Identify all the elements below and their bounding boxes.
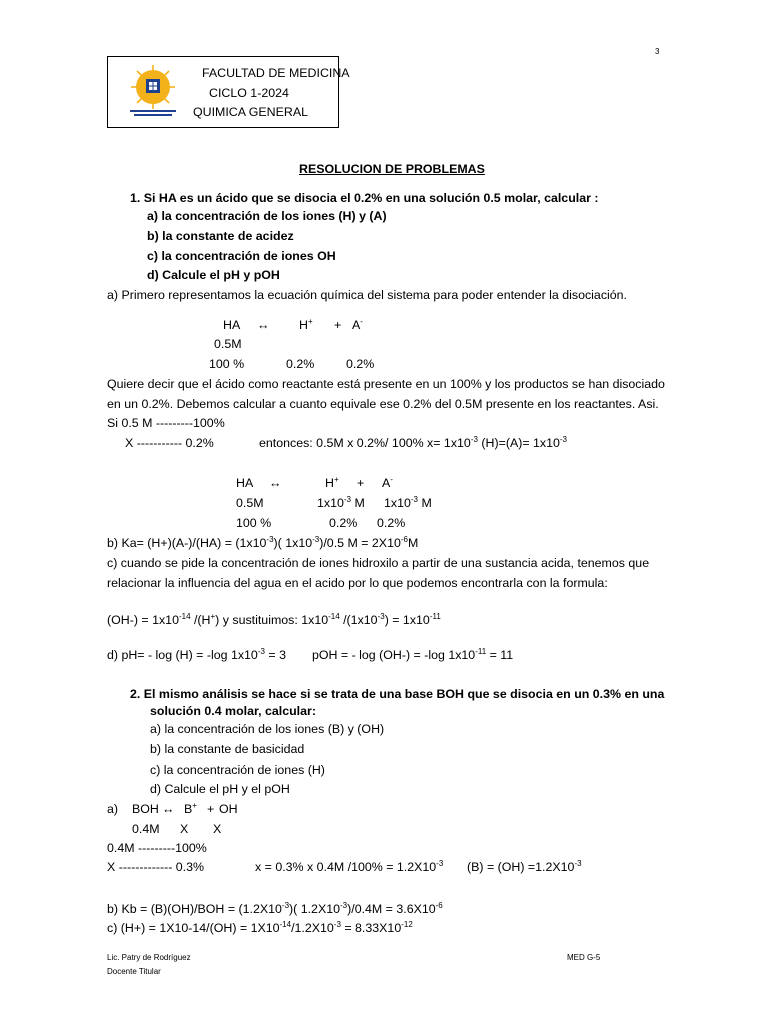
p2-ion-concentrations: $(B) = (OH) =1.2X10^{-3}$: [467, 859, 582, 874]
eq2-plus: +: [357, 476, 365, 490]
p2-rule-line-2: X ------------- 0.3%: [107, 860, 205, 874]
eq1-plus: +: [334, 318, 342, 332]
p2-eq-x2: X: [213, 822, 222, 836]
poh-calculation: pOH = - log (OH-) = -log $1x10^{-11} = 11$: [312, 647, 514, 662]
eq2-pct-h: 0.2%: [329, 516, 358, 530]
p2-rule-result: x = 0.3% x 0.4M $/100\% = 1.2X10^{-3}$: [255, 859, 444, 874]
p2-eq-arrow: ↔: [162, 802, 175, 816]
eq1-h-ion: H+: [299, 317, 313, 332]
eq2-a-concentration: $1x10^{-3}$ M: [384, 495, 432, 510]
paragraph-line-1: Quiere decir que el ácido como reactante está presente en un 100% y los productos se han disociado: [107, 377, 665, 391]
problem-2-question-line-1: 2. El mismo análisis se hace si se trata de una base BOH que se disocia en un 0.3% en una: [130, 687, 665, 701]
footer-code: MED G-5: [567, 953, 601, 962]
p2-eq-concentration: 0.4M: [132, 822, 160, 836]
problem-2-question-line-2: solución 0.4 molar, calcular:: [150, 704, 316, 718]
p2-eq-plus: +: [207, 802, 215, 816]
problem-1-item-c: c) la concentración de iones OH: [147, 249, 336, 263]
university-logo-icon: [124, 63, 182, 121]
kb-calculation: b) $Kb = (B)(OH)/BOH = (1.2X10^{-3})$( $1.2X10^{-3})/0.4M = 3.6X10^{-6}$: [107, 901, 443, 916]
p2-rule-line-1: 0.4M ---------100%: [107, 841, 207, 855]
eq2-percent: 100 %: [236, 516, 272, 530]
eq2-ha: HA: [236, 476, 254, 490]
eq1-pct-h: 0.2%: [286, 357, 315, 371]
eq2-a-ion: A-: [382, 475, 393, 490]
h-calculation: c) $(H+) = 1X10-14/(OH) = 1X10^{-14}/1.2X10^{-3} = 8.33X10^{-12}$: [107, 920, 413, 935]
eq1-ha: HA: [223, 318, 241, 332]
part-c-line-2: relacionar la influencia del agua en el acido por lo que podemos encontrarla con la formula:: [107, 576, 608, 590]
problem-1-question: 1. Si HA es un ácido que se disocia el 0.2% en una solución 0.5 molar, calcular :: [130, 191, 599, 205]
footer-author: Lic. Patry de Rodríguez: [107, 953, 191, 962]
cycle: CICLO 1-2024: [209, 86, 289, 100]
p2-eq-oh: OH: [219, 802, 238, 816]
problem-1-item-d: d) Calcule el pH y pOH: [147, 268, 280, 282]
problem-1-intro: a) Primero representamos la ecuación química del sistema para poder entender la disociación.: [107, 288, 627, 302]
course-name: QUIMICA GENERAL: [193, 105, 308, 119]
rule-of-three-line-2: X ----------- 0.2%: [125, 436, 214, 450]
header-box: [107, 56, 350, 128]
eq2-concentration: 0.5M: [236, 496, 264, 510]
eq1-percent: 100 %: [209, 357, 245, 371]
problem-1-item-b: b) la constante de acidez: [147, 229, 294, 243]
rule-of-three-result: entonces: 0.5M x 0.2%/ 100% $x= 1x10^{-3}$ $(H)=(A)= 1x10^{-3}$: [259, 435, 568, 450]
eq1-pct-a: 0.2%: [346, 357, 375, 371]
eq2-h-concentration: $1x10^{-3}$ M: [317, 495, 365, 510]
ka-calculation: b) $Ka= (H+)(A-)/(HA) = (1x10^{-3})$( $1x10^{-3})/0.5$ $M = 2X10^{-6}M$: [107, 535, 419, 550]
ph-calculation: d) pH= - log (H) = -log $1x10^{-3} = 3$: [107, 647, 286, 662]
problem-1-item-a: a) la concentración de los iones (H) y (A): [147, 209, 387, 223]
p2-eq-b-ion: B+: [184, 801, 197, 816]
part-c-line-1: c) cuando se pide la concentración de iones hidroxilo a partir de una sustancia acida, tenemos que: [107, 556, 650, 570]
eq1-a-ion: A-: [352, 317, 363, 332]
problem-2-item-d: d) Calcule el pH y el pOH: [150, 782, 290, 796]
faculty-name: FACULTAD DE MEDICINA: [202, 66, 350, 80]
p2-eq-boh: BOH: [132, 802, 159, 816]
eq1-concentration: 0.5M: [214, 337, 242, 351]
page-title: RESOLUCION DE PROBLEMAS: [299, 162, 485, 176]
oh-formula: $(OH-) = 1x10^{-14}$ /(H+) y sustituimos: $1x10^{-14}$ $/(1x10^{-3}) = 1x10^{-11}$: [107, 612, 441, 627]
eq2-h-ion: H+: [325, 475, 339, 490]
p2-eq-label: a): [107, 802, 119, 816]
problem-2-item-a: a) la concentración de los iones (B) y (OH): [150, 722, 385, 736]
page-number: 3: [655, 47, 660, 56]
eq2-arrow: ↔: [269, 476, 282, 490]
problem-2-item-b: b) la constante de basicidad: [150, 742, 305, 756]
problem-2-item-c: c) la concentración de iones (H): [150, 763, 325, 777]
rule-of-three-line-1: Si 0.5 M ---------100%: [107, 416, 225, 430]
eq2-pct-a: 0.2%: [377, 516, 406, 530]
p2-eq-x1: X: [180, 822, 189, 836]
eq1-arrow: ↔: [257, 318, 270, 332]
paragraph-line-2: en un 0.2%. Debemos calcular a cuanto equivale ese 0.2% del 0.5M presente en los reactantes. Asi.: [107, 397, 659, 411]
footer-role: Docente Titular: [107, 967, 161, 976]
